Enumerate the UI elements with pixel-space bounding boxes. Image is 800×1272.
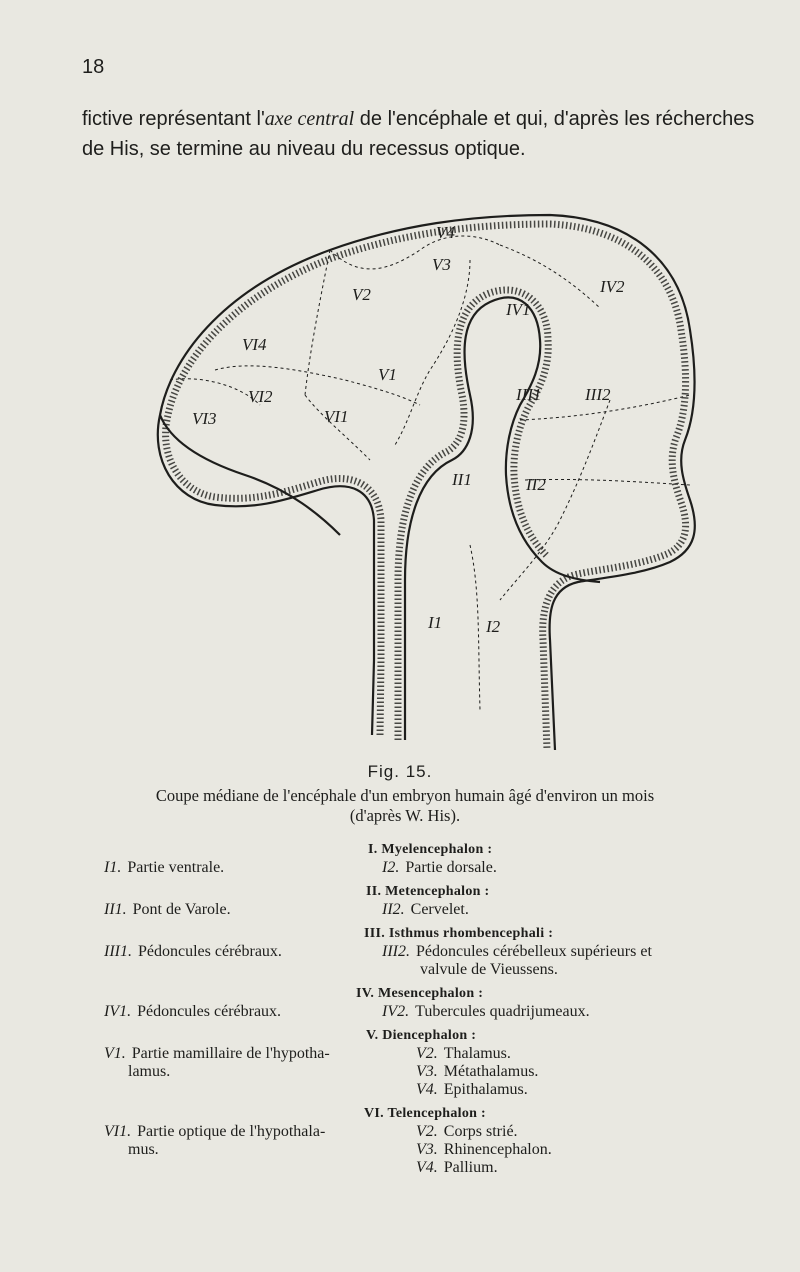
label-v1: V1	[378, 365, 397, 384]
legend-text: Corps strié.	[443, 1123, 518, 1140]
legend-symbol: V1.	[104, 1045, 126, 1062]
legend-symbol: V3.	[416, 1063, 438, 1080]
legend-item-iv1	[104, 1002, 281, 1022]
boundary-line	[305, 250, 330, 395]
caption-line-1: Coupe médiane de l'encéphale d'un embryon humain âgé d'environ un mois	[155, 786, 655, 805]
legend-text: Pédoncules cérébraux.	[137, 1003, 282, 1020]
legend-symbol: V3.	[416, 1141, 438, 1158]
legend-item-iii1	[104, 942, 282, 962]
label-vi1: VI1	[324, 407, 349, 426]
legend-text: Métathalamus.	[443, 1063, 539, 1080]
legend-item-i1	[104, 858, 224, 878]
legend-item-v2	[416, 1044, 511, 1064]
figure-legend	[0, 840, 800, 1240]
legend-item-iii2-cont: valvule de Vieussens.	[420, 961, 558, 978]
boundary-line	[525, 479, 690, 485]
label-v2: V2	[352, 285, 371, 304]
legend-text: Pédoncules cérébelleux supérieurs et	[415, 943, 652, 960]
label-i1: I1	[428, 613, 443, 632]
legend-symbol: VI1.	[104, 1123, 132, 1140]
label-ii1: II1	[452, 470, 472, 489]
paragraph-emphasis: axe central	[264, 108, 355, 130]
legend-text: Cervelet.	[410, 901, 469, 918]
paragraph-text-after: de l'encéphale et qui, d'après les récherches de His, se termine au niveau du recessus optique.	[82, 108, 755, 160]
legend-item-ii2	[382, 900, 469, 920]
legend-item-vi2	[416, 1122, 518, 1142]
legend-item-vi3	[416, 1140, 552, 1160]
legend-text: Epithalamus.	[443, 1081, 528, 1098]
label-vi2: VI2	[248, 387, 273, 406]
figure-caption	[100, 786, 710, 826]
legend-item-v1-cont: lamus.	[128, 1063, 171, 1080]
legend-item-vi4	[416, 1158, 498, 1178]
legend-item-iii2	[382, 942, 652, 962]
figure-label: Fig. 15.	[367, 762, 433, 781]
legend-item-i2	[382, 858, 497, 878]
ventral-floor	[160, 415, 340, 535]
legend-symbol: I1.	[104, 859, 122, 876]
label-iv2: IV2	[600, 277, 625, 296]
caption-line-2: (d'après W. His).	[349, 806, 461, 825]
legend-symbol: V2.	[416, 1123, 438, 1140]
label-i2: I2	[486, 617, 501, 636]
legend-item-v4	[416, 1080, 528, 1100]
legend-heading-2: II. Metencephalon :	[366, 884, 490, 899]
outer-wall-hatching	[166, 224, 686, 750]
legend-symbol: II2.	[382, 901, 405, 918]
paragraph-text-before: fictive représentant l'	[82, 108, 265, 130]
legend-item-v1	[104, 1044, 330, 1064]
legend-heading-3: III. Isthmus rhombencephali :	[364, 926, 554, 941]
legend-item-v3	[416, 1062, 538, 1082]
legend-text: Partie optique de l'hypothala-	[137, 1123, 326, 1140]
inner-fold	[405, 297, 600, 740]
page-number: 18	[82, 56, 105, 78]
legend-symbol: V2.	[416, 1045, 438, 1062]
legend-symbol: IV2.	[382, 1003, 410, 1020]
boundary-line	[305, 395, 370, 460]
label-iii2: III2	[585, 385, 611, 404]
legend-text: Tubercules quadrijumeaux.	[415, 1003, 590, 1020]
boundary-line	[170, 379, 260, 405]
legend-text: Pédoncules cérébraux.	[137, 943, 282, 960]
legend-symbol: II1.	[104, 901, 127, 918]
body-paragraph	[82, 104, 762, 164]
legend-item-vi1-cont: mus.	[128, 1141, 159, 1158]
legend-heading-5: V. Diencephalon :	[366, 1028, 477, 1043]
label-v4: V4	[436, 223, 455, 242]
legend-heading-6: VI. Telencephalon :	[364, 1106, 486, 1121]
legend-symbol: IV1.	[104, 1003, 132, 1020]
label-iv1: IV1	[506, 300, 531, 319]
boundary-line	[470, 545, 480, 710]
legend-text: Thalamus.	[443, 1045, 511, 1062]
legend-text: Partie ventrale.	[127, 859, 225, 876]
legend-item-ii1	[104, 900, 231, 920]
legend-heading-1: I. Myelencephalon :	[368, 842, 493, 857]
brain-section-figure	[0, 190, 800, 765]
legend-text: Partie mamillaire de l'hypotha-	[131, 1045, 330, 1062]
legend-item-vi1	[104, 1122, 325, 1142]
legend-text: Pallium.	[443, 1159, 498, 1176]
legend-text: Pont de Varole.	[132, 901, 231, 918]
legend-symbol: III1.	[104, 943, 132, 960]
label-ii2: II2	[526, 475, 546, 494]
legend-symbol: V4.	[416, 1081, 438, 1098]
label-vi3: VI3	[192, 409, 217, 428]
label-vi4: VI4	[242, 335, 267, 354]
legend-symbol: V4.	[416, 1159, 438, 1176]
legend-text: Partie dorsale.	[405, 859, 497, 876]
legend-symbol: III2.	[382, 943, 410, 960]
label-v3: V3	[432, 255, 451, 274]
legend-heading-4: IV. Mesencephalon :	[356, 986, 484, 1001]
legend-symbol: I2.	[382, 859, 400, 876]
legend-text: Rhinencephalon.	[443, 1141, 552, 1158]
inner-fold-hatching	[398, 290, 548, 740]
legend-item-iv2	[382, 1002, 590, 1022]
label-iii1: III1	[516, 385, 542, 404]
